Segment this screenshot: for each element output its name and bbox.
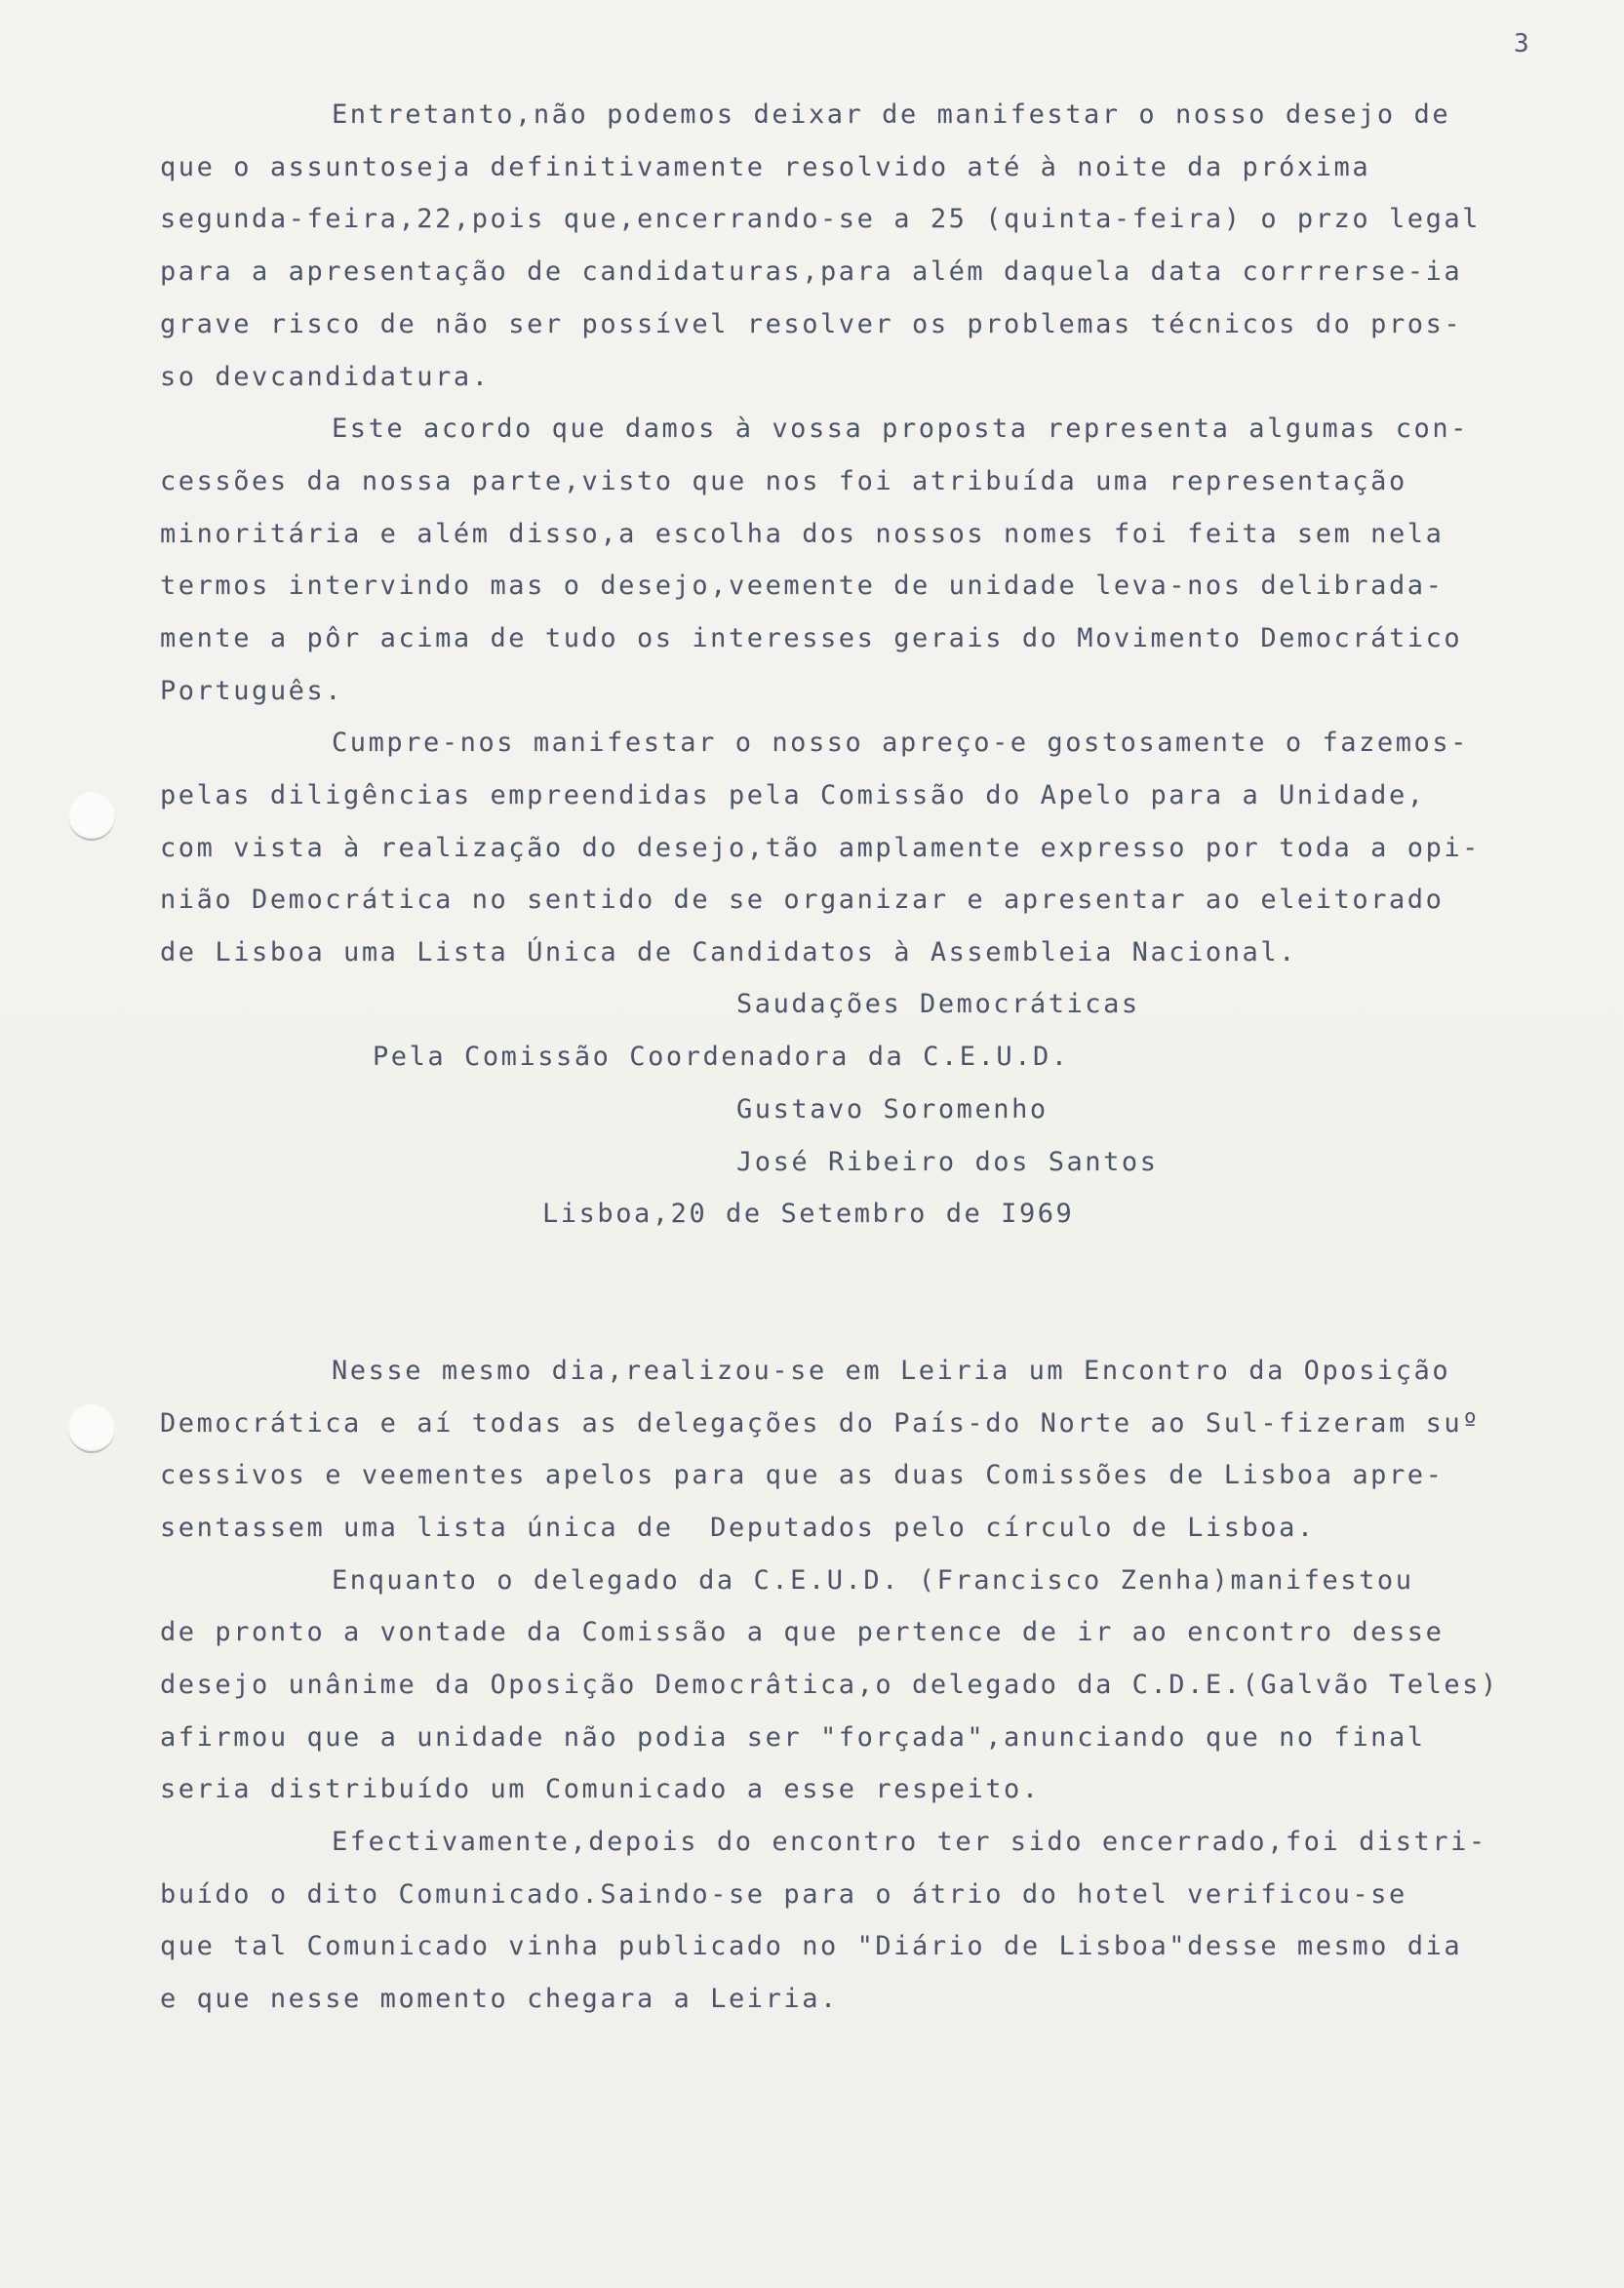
body-text-line: que tal Comunicado vinha publicado no "Diário de Lisboa"desse mesmo dia: [160, 1931, 1463, 1961]
body-text-line: pelas diligências empreendidas pela Comissão do Apelo para a Unidade,: [160, 780, 1426, 810]
body-text-line: segunda-feira,22,pois que,encerrando-se a 25 (quinta-feira) o przo legal: [160, 204, 1481, 234]
body-text-line: Cumpre-nos manifestar o nosso apreço-e gostosamente o fazemos-: [332, 728, 1469, 758]
punch-hole: [68, 792, 115, 841]
body-text-line: de pronto a vontade da Comissão a que pertence de ir ao encontro desse: [160, 1617, 1445, 1647]
body-text-line: com vista à realização do desejo,tão amplamente expresso por toda a opi-: [160, 833, 1481, 863]
body-text-line: desejo unânime da Oposição Democrâtica,o delegado da C.D.E.(Galvão Teles): [160, 1670, 1499, 1700]
body-text-line: grave risco de não ser possível resolver os problemas técnicos do pros-: [160, 309, 1463, 339]
body-text-line: nião Democrática no sentido de se organizar e apresentar ao eleitorado: [160, 885, 1445, 915]
body-text-line: que o assuntoseja definitivamente resolvido até à noite da próxima: [160, 152, 1371, 182]
body-text-line: e que nesse momento chegara a Leiria.: [160, 1984, 839, 2014]
body-text-line: minoritária e além disso,a escolha dos nossos nomes foi feita sem nela: [160, 519, 1445, 549]
body-text-line: cessivos e veementes apelos para que as duas Comissões de Lisboa apre-: [160, 1460, 1445, 1490]
body-text-line: afirmou que a unidade não podia ser "forçada",anunciando que no final: [160, 1722, 1426, 1753]
body-text-line: de Lisboa uma Lista Única de Candidatos à Assembleia Nacional.: [160, 937, 1297, 967]
body-text-line: para a apresentação de candidaturas,para além daquela data corrrerse-ia: [160, 256, 1463, 287]
body-text-line: Nesse mesmo dia,realizou-se em Leiria um Encontro da Oposição: [332, 1356, 1451, 1386]
body-text-line: Este acordo que damos à vossa proposta representa algumas con-: [332, 414, 1469, 444]
body-text-line: seria distribuído um Comunicado a esse respeito.: [160, 1774, 1041, 1804]
signature-commission: Pela Comissão Coordenadora da C.E.U.D.: [373, 1042, 1070, 1072]
body-text-line: sentassem uma lista única de Deputados pelo círculo de Lisboa.: [160, 1513, 1316, 1543]
body-text-line: so devcandidatura.: [160, 362, 491, 392]
body-text-line: cessões da nossa parte,visto que nos foi atribuída uma representação: [160, 466, 1407, 496]
body-text-line: termos intervindo mas o desejo,veemente de unidade leva-nos delibrada-: [160, 571, 1445, 601]
signature-name: José Ribeiro dos Santos: [736, 1147, 1159, 1177]
body-text-line: Enquanto o delegado da C.E.U.D. (Francisco Zenha)manifestou: [332, 1565, 1414, 1596]
body-text-line: Português.: [160, 676, 344, 706]
signature-date: Lisboa,20 de Setembro de I969: [542, 1199, 1075, 1229]
body-text-line: Entretanto,não podemos deixar de manifestar o nosso desejo de: [332, 99, 1451, 130]
page-number: 3: [1514, 29, 1529, 59]
punch-hole: [68, 1404, 115, 1453]
body-text-line: Democrática e aí todas as delegações do País-do Norte ao Sul-fizeram suº: [160, 1408, 1481, 1439]
signature-greeting: Saudações Democráticas: [736, 989, 1140, 1019]
body-text-line: mente a pôr acima de tudo os interesses gerais do Movimento Democrático: [160, 623, 1463, 653]
signature-name: Gustavo Soromenho: [736, 1094, 1049, 1124]
body-text-line: buído o dito Comunicado.Saindo-se para o átrio do hotel verificou-se: [160, 1879, 1407, 1910]
body-text-line: Efectivamente,depois do encontro ter sido encerrado,foi distri-: [332, 1827, 1487, 1857]
